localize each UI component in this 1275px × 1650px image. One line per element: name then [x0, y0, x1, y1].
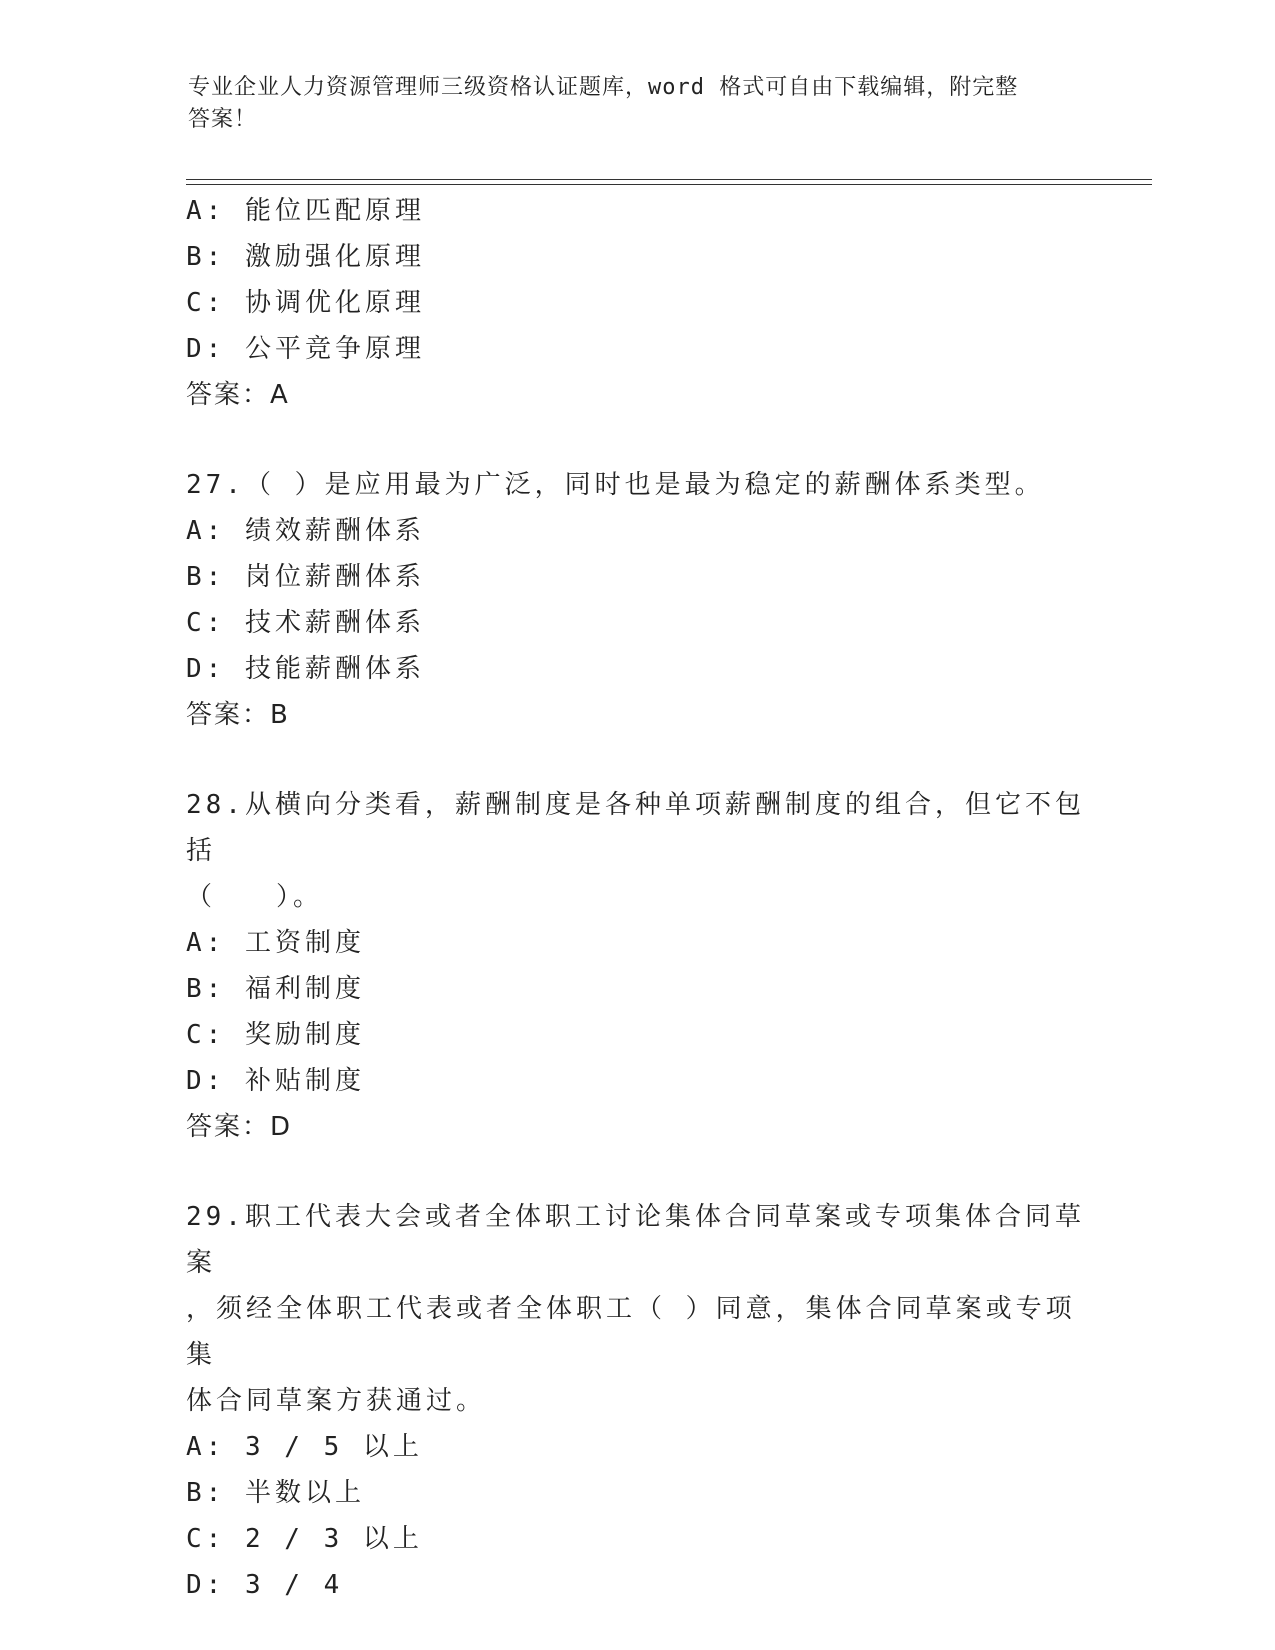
question-26 [186, 188, 1086, 418]
question-28 [186, 782, 1086, 1150]
option-a: A: 能位匹配原理 [186, 196, 425, 226]
option-c: C: 协调优化原理 [186, 288, 425, 318]
header-divider-bottom [186, 184, 1152, 185]
option-a: A: 工资制度 [186, 928, 365, 958]
question-stem: 27.（ ）是应用最为广泛，同时也是最为稳定的薪酬体系类型。 [186, 470, 1045, 500]
header-line-2: 答案！ [188, 107, 258, 132]
question-stem-line-2: ，须经全体职工代表或者全体职工（ ）同意，集体合同草案或专项集 [186, 1294, 1076, 1370]
option-d: D: 公平竞争原理 [186, 334, 425, 364]
question-stem-line-3: 体合同草案方获通过。 [186, 1386, 487, 1416]
option-d: D: 技能薪酬体系 [186, 654, 425, 684]
header-line-1: 专业企业人力资源管理师三级资格认证题库，word 格式可自由下载编辑，附完整 [188, 75, 1019, 100]
option-a: A: 绩效薪酬体系 [186, 516, 425, 546]
header-divider-top [186, 179, 1152, 180]
option-b: B: 岗位薪酬体系 [186, 562, 425, 592]
option-d: D: 3 / 4 [186, 1570, 344, 1600]
question-27 [186, 462, 1086, 738]
question-stem-line-1: 29.职工代表大会或者全体职工讨论集体合同草案或专项集体合同草案 [186, 1202, 1085, 1278]
answer: 答案：D [186, 1112, 293, 1142]
option-b: B: 激励强化原理 [186, 242, 425, 272]
option-b: B: 福利制度 [186, 974, 365, 1004]
spacer [186, 1150, 1086, 1194]
question-list [186, 188, 1086, 1608]
spacer [186, 418, 1086, 462]
option-c: C: 技术薪酬体系 [186, 608, 425, 638]
question-29 [186, 1194, 1086, 1608]
option-c: C: 2 / 3 以上 [186, 1524, 423, 1554]
page-header [188, 72, 1088, 136]
answer: 答案：A [186, 380, 290, 410]
question-stem-line-1: 28.从横向分类看，薪酬制度是各种单项薪酬制度的组合，但它不包括 [186, 790, 1085, 866]
option-b: B: 半数以上 [186, 1478, 365, 1508]
option-a: A: 3 / 5 以上 [186, 1432, 423, 1462]
spacer [186, 738, 1086, 782]
option-c: C: 奖励制度 [186, 1020, 365, 1050]
option-d: D: 补贴制度 [186, 1066, 365, 1096]
question-stem-line-2: （ ）。 [186, 882, 324, 912]
answer: 答案：B [186, 700, 290, 730]
